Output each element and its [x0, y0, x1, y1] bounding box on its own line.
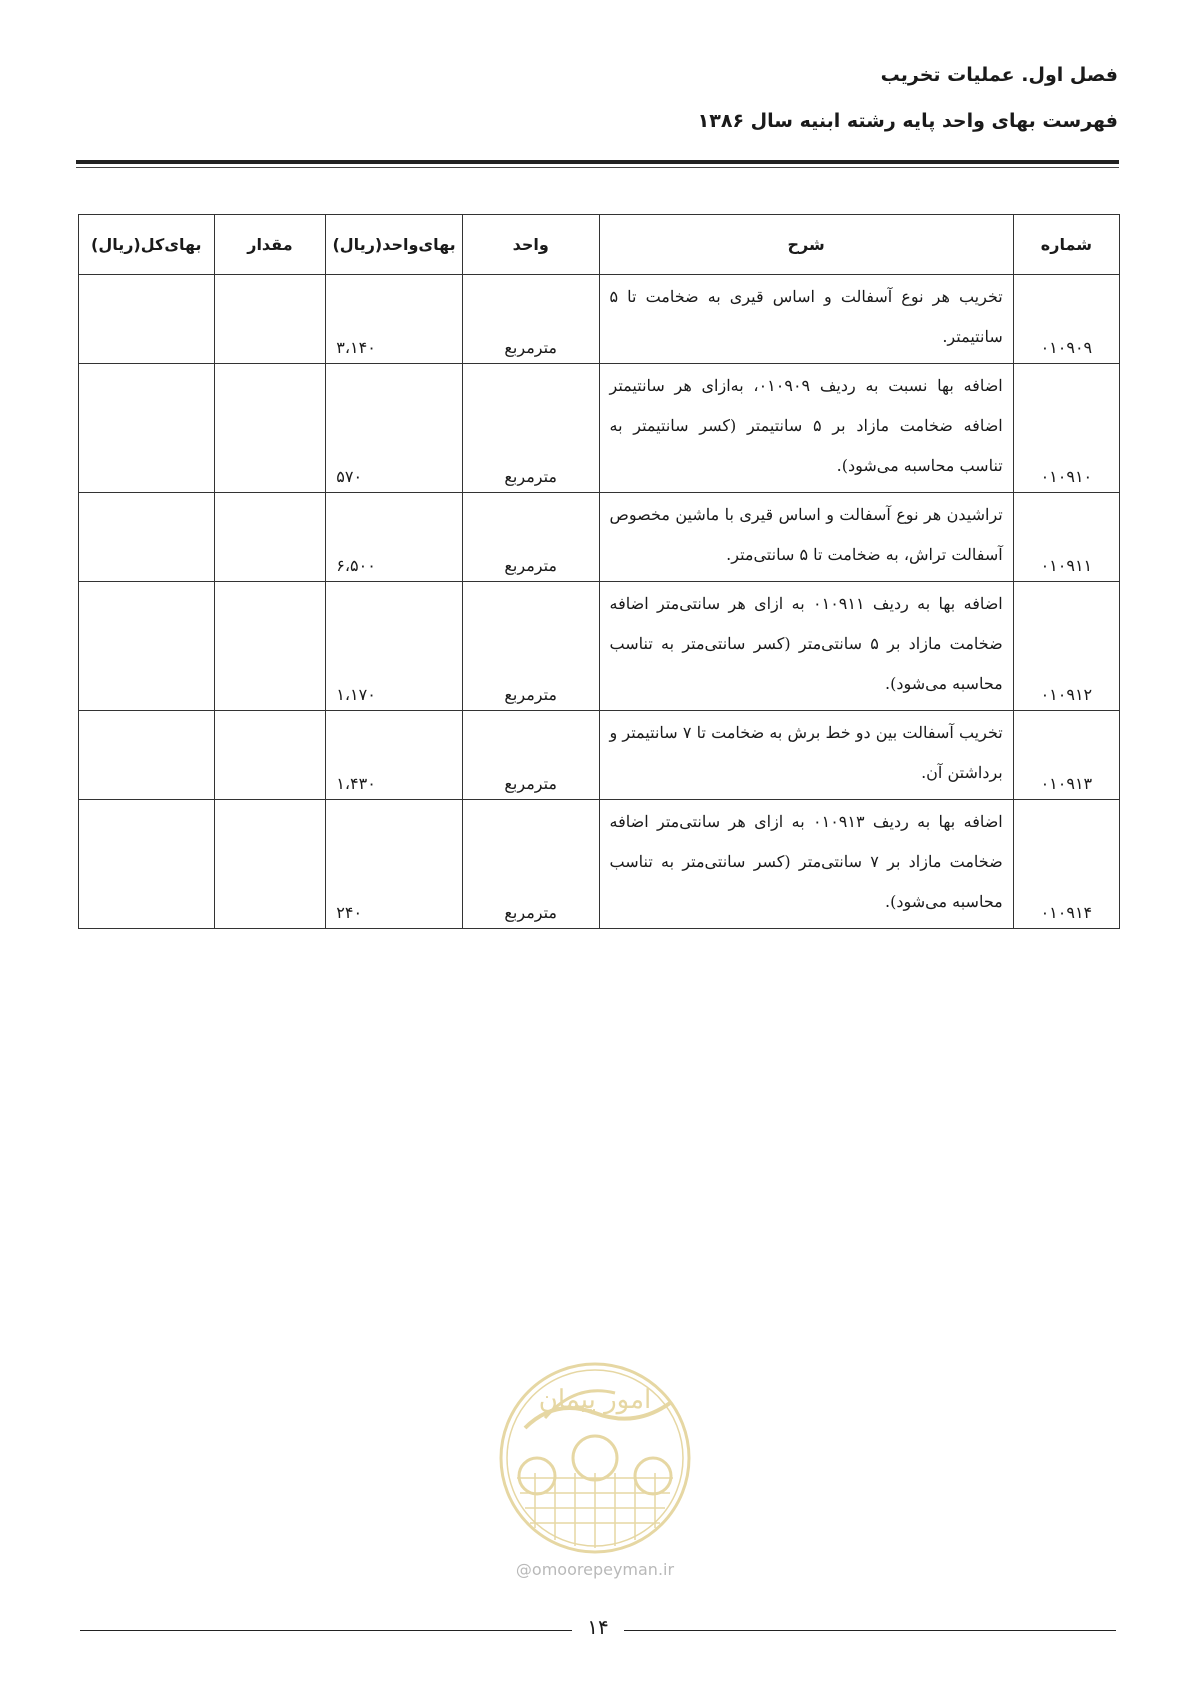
row-quantity	[214, 800, 326, 929]
column-header-unit-price: بهای‌واحد(ریال)	[326, 215, 463, 275]
row-description-text: تخریب هر نوع آسفالت و اساس قیری به ضخامت تا ۵ سانتیمتر.	[609, 287, 1003, 346]
row-description	[599, 275, 1013, 364]
row-unit: مترمربع	[462, 493, 599, 582]
table-row	[79, 364, 1120, 493]
page-header	[68, 60, 1118, 136]
chapter-title: فصل اول. عملیات تخریب	[880, 64, 1118, 86]
row-unit: مترمربع	[462, 275, 599, 364]
row-description	[599, 711, 1013, 800]
footer-rule-right	[624, 1630, 1116, 1631]
document-subtitle: فهرست بهای واحد پایه رشته ابنیه سال ۱۳۸۶	[697, 110, 1118, 132]
row-description-text: اضافه بها به ردیف ۰۱۰۹۱۱ به ازای هر سانتی‌متر اضافه ضخامت مازاد بر ۵ سانتی‌متر (کسر سانتی‌متر به تناسب محاسبه می‌شود).	[609, 594, 1003, 693]
row-code: ۰۱۰۹۰۹	[1013, 275, 1119, 364]
row-total	[79, 275, 215, 364]
page-number: ۱۴	[587, 1615, 609, 1639]
row-description	[599, 364, 1013, 493]
table-row	[79, 711, 1120, 800]
row-description-text: اضافه بها نسبت به ردیف ۰۱۰۹۰۹، به‌ازای هر سانتیمتر اضافه ضخامت مازاد بر ۵ سانتیمتر (کسر سانتیمتر به تناسب محاسبه می‌شود).	[609, 376, 1003, 475]
row-quantity	[214, 493, 326, 582]
row-unit: مترمربع	[462, 364, 599, 493]
row-description-text: تخریب آسفالت بین دو خط برش به ضخامت تا ۷ سانتیمتر و برداشتن آن.	[609, 723, 1003, 782]
row-code: ۰۱۰۹۱۰	[1013, 364, 1119, 493]
row-total	[79, 800, 215, 929]
column-header-quantity: مقدار	[214, 215, 326, 275]
footer-rule-left	[80, 1630, 572, 1631]
table-row	[79, 582, 1120, 711]
row-total	[79, 711, 215, 800]
row-code: ۰۱۰۹۱۱	[1013, 493, 1119, 582]
row-description	[599, 493, 1013, 582]
row-quantity	[214, 364, 326, 493]
row-unit: مترمربع	[462, 711, 599, 800]
row-description	[599, 800, 1013, 929]
watermark-site: @omoorepeyman.ir	[515, 1560, 675, 1579]
table-row	[79, 800, 1120, 929]
row-quantity	[214, 711, 326, 800]
row-unit-price: ۱،۱۷۰	[326, 582, 463, 711]
price-table	[78, 214, 1120, 929]
row-description	[599, 582, 1013, 711]
row-unit: مترمربع	[462, 800, 599, 929]
row-description-text: تراشیدن هر نوع آسفالت و اساس قیری با ماشین مخصوص آسفالت تراش، به ضخامت تا ۵ سانتی‌متر.	[609, 505, 1003, 564]
row-description-text: اضافه بها به ردیف ۰۱۰۹۱۳ به ازای هر سانتی‌متر اضافه ضخامت مازاد بر ۷ سانتی‌متر (کسر سانتی‌متر به تناسب محاسبه می‌شود).	[609, 812, 1003, 911]
row-unit-price: ۲۴۰	[326, 800, 463, 929]
row-unit-price: ۱،۴۳۰	[326, 711, 463, 800]
watermark-logo	[495, 1358, 695, 1558]
row-unit-price: ۵۷۰	[326, 364, 463, 493]
row-total	[79, 364, 215, 493]
row-unit: مترمربع	[462, 582, 599, 711]
column-header-total: بهای‌کل(ریال)	[79, 215, 215, 275]
header-rule-thick	[76, 160, 1119, 164]
watermark-logo-text: امور پیمان	[538, 1385, 652, 1415]
row-unit-price: ۳،۱۴۰	[326, 275, 463, 364]
row-unit-price: ۶،۵۰۰	[326, 493, 463, 582]
column-header-unit: واحد	[462, 215, 599, 275]
column-header-description: شرح	[599, 215, 1013, 275]
row-code: ۰۱۰۹۱۴	[1013, 800, 1119, 929]
column-header-code: شماره	[1013, 215, 1119, 275]
row-code: ۰۱۰۹۱۲	[1013, 582, 1119, 711]
table-header-row	[79, 215, 1120, 275]
row-total	[79, 493, 215, 582]
row-quantity	[214, 275, 326, 364]
header-rule-thin	[76, 167, 1119, 168]
row-quantity	[214, 582, 326, 711]
table-row	[79, 493, 1120, 582]
row-code: ۰۱۰۹۱۳	[1013, 711, 1119, 800]
row-total	[79, 582, 215, 711]
table-row	[79, 275, 1120, 364]
